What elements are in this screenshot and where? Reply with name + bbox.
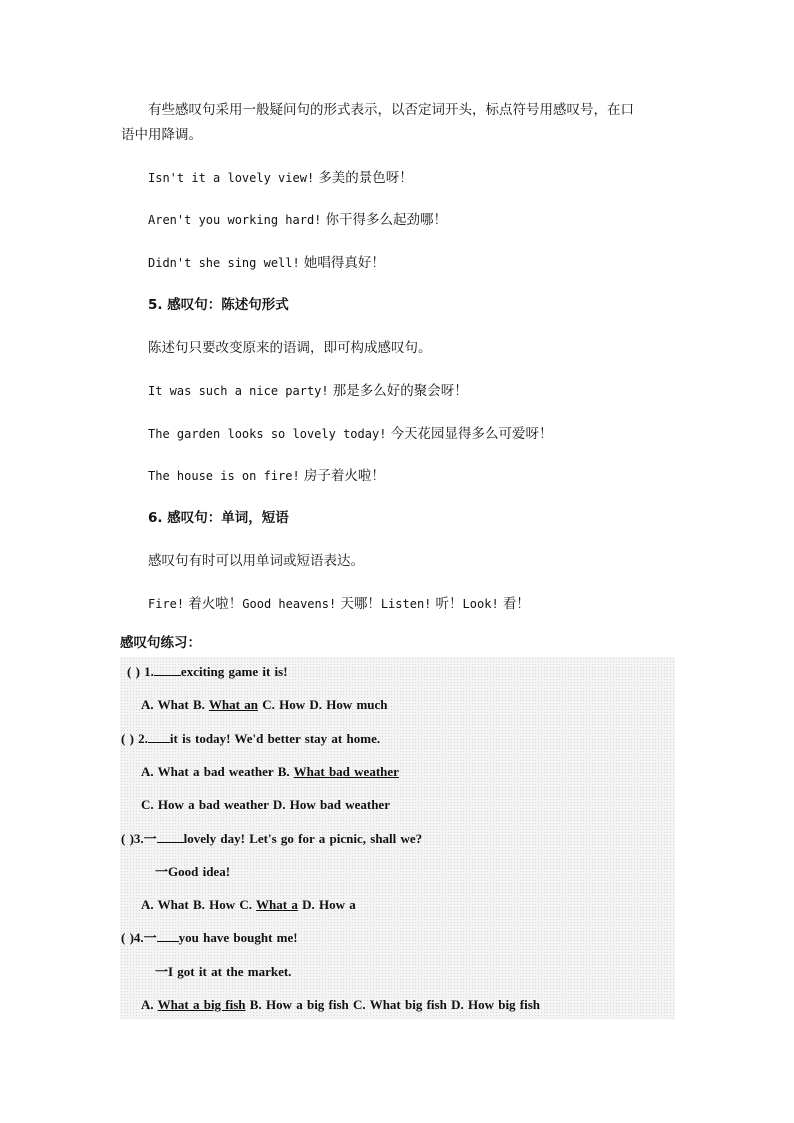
question-4	[121, 929, 298, 947]
section5-example-2	[148, 425, 553, 444]
section6-description: 感叹句有时可以用单词或短语表达。	[148, 553, 364, 569]
question-stem: lovely day! Let's go for a picnic, shall we?	[183, 831, 423, 846]
intro-paragraph-line1: 有些感叹句采用一般疑问句的形式表示，以否定词开头，标点符号用感叹号，在口	[148, 102, 634, 118]
example-en: The garden looks so lovely today!	[148, 427, 387, 441]
example-en: Didn't she sing well!	[148, 256, 300, 270]
question-1	[127, 663, 288, 681]
question-2	[121, 730, 380, 748]
correct-option: What bad weather	[293, 764, 399, 779]
question-3	[121, 830, 422, 848]
example-en: Isn't it a lovely view!	[148, 171, 315, 185]
intro-paragraph-line2: 语中用降调。	[121, 127, 202, 143]
correct-option: What a	[256, 897, 298, 912]
question-2-options-line2: C. How a bad weather D. How bad weather	[141, 797, 390, 812]
example-neg-1	[148, 169, 413, 188]
example-en: Fire!	[148, 597, 185, 611]
section5-heading: 5. 感叹句：陈述句形式	[148, 297, 289, 313]
correct-option: What a big fish	[157, 997, 246, 1012]
answer-blank[interactable]	[157, 830, 184, 843]
option-text: B. How a big fish C. What big fish D. How big fish	[249, 997, 541, 1012]
option-text: A. What B.	[141, 697, 205, 712]
example-en: The house is on fire!	[148, 469, 300, 483]
answer-blank[interactable]	[154, 663, 181, 676]
question-4-options	[141, 996, 540, 1014]
example-zh: 那是多么好的聚会呀！	[332, 383, 468, 399]
exercise-title: 感叹句练习：	[120, 635, 201, 651]
example-zh: 房子着火啦！	[303, 468, 385, 484]
example-zh: 看！	[502, 596, 530, 612]
answer-blank[interactable]	[148, 730, 170, 743]
example-en: Aren't you working hard!	[148, 213, 322, 227]
question-3-options	[141, 896, 356, 914]
example-neg-2	[148, 211, 447, 230]
question-1-options	[141, 696, 388, 714]
section5-example-1	[148, 382, 468, 401]
section6-examples	[148, 595, 530, 614]
option-text: C. How D. How much	[262, 697, 388, 712]
option-text: D. How a	[302, 897, 356, 912]
question-prefix: ( )4.一	[121, 930, 157, 945]
section6-heading: 6. 感叹句：单词，短语	[148, 510, 289, 526]
question-stem: exciting game it is!	[180, 664, 288, 679]
section5-description: 陈述句只要改变原来的语调，即可构成感叹句。	[148, 340, 432, 356]
example-en: Listen!	[380, 597, 432, 611]
option-text: A. What B. How C.	[141, 897, 253, 912]
question-stem: you have bought me!	[178, 930, 298, 945]
example-zh: 多美的景色呀！	[318, 170, 413, 186]
question-prefix: ( )3.一	[121, 831, 157, 846]
example-zh: 听！	[435, 596, 463, 612]
example-zh: 天哪！	[340, 596, 381, 612]
question-3-reply: 一Good idea!	[155, 864, 231, 879]
example-zh: 着火啦！	[188, 596, 243, 612]
example-en: Look!	[462, 597, 499, 611]
example-zh: 今天花园显得多么可爱呀！	[390, 426, 553, 442]
question-stem: it is today! We'd better stay at home.	[169, 731, 381, 746]
option-text: A.	[141, 997, 154, 1012]
section5-example-3	[148, 467, 385, 486]
example-en: Good heavens!	[242, 597, 337, 611]
example-neg-3	[148, 254, 385, 273]
question-2-options-line1	[141, 763, 399, 781]
question-4-reply: 一I got it at the market.	[155, 964, 292, 979]
option-text: A. What a bad weather B.	[141, 764, 290, 779]
answer-blank[interactable]	[157, 929, 179, 942]
example-zh: 她唱得真好！	[303, 255, 385, 271]
example-en: It was such a nice party!	[148, 384, 329, 398]
question-prefix: ( ) 1.	[127, 664, 154, 679]
example-zh: 你干得多么起劲哪！	[325, 212, 448, 228]
correct-option: What an	[208, 697, 258, 712]
question-prefix: ( ) 2.	[121, 731, 148, 746]
